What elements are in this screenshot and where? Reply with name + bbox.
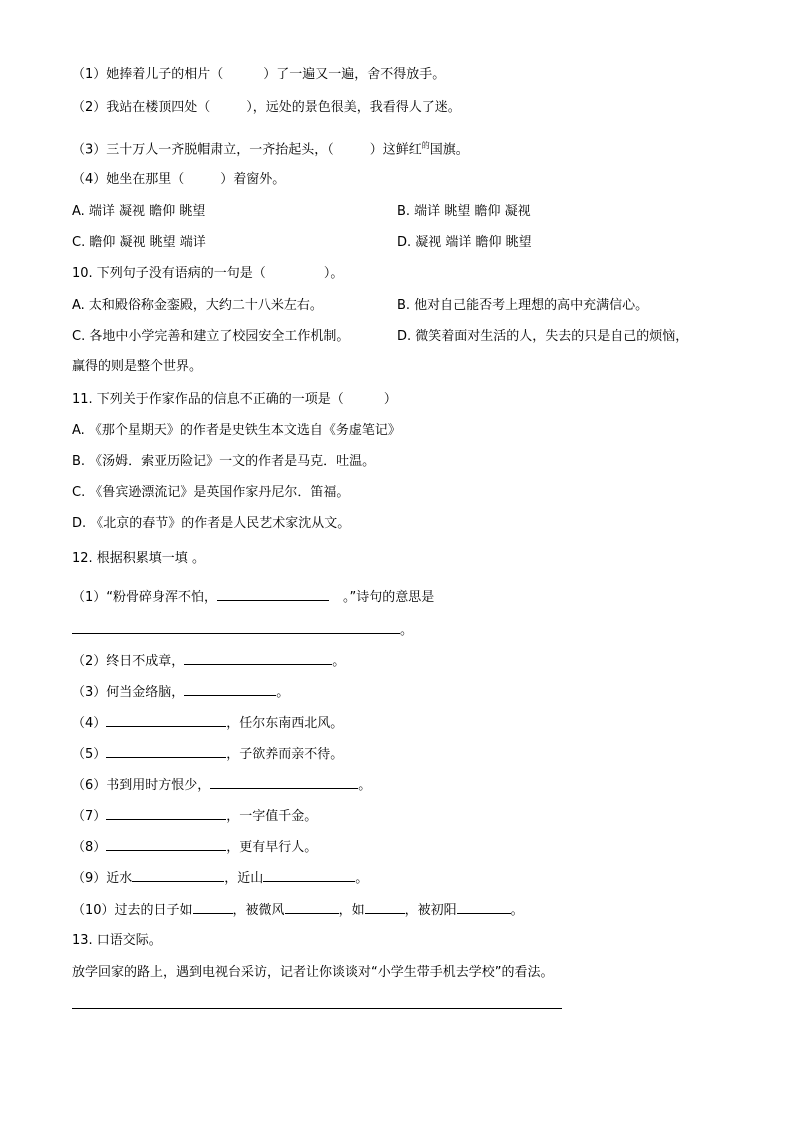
q12-i1-blank[interactable] bbox=[217, 587, 329, 601]
q9-option-c[interactable]: C. 瞻仰 凝视 眺望 端详 bbox=[72, 235, 206, 250]
q11-stem bbox=[72, 391, 397, 409]
q10-option-c[interactable]: C. 各地中小学完善和建立了校园安全工作机制。 bbox=[72, 329, 350, 344]
q12-i6-pre: （6）书到用时方恨少， bbox=[72, 778, 211, 793]
q9-s2-pre: （2）我站在楼顶四处（ bbox=[72, 100, 211, 115]
q9-option-d[interactable]: D. 凝视 端详 瞻仰 眺望 bbox=[397, 235, 532, 250]
q12-item-8 bbox=[72, 837, 317, 857]
q12-i7-post: ，一字值千金。 bbox=[226, 809, 318, 824]
q12-i7-blank[interactable] bbox=[106, 806, 226, 820]
q12-i9-part-a: （9）近水 bbox=[72, 871, 133, 886]
q12-i2-pre: （2）终日不成章， bbox=[72, 654, 185, 669]
q9-s1-post: ）了一遍又一遍，舍不得放手。 bbox=[263, 67, 446, 82]
q10-option-b[interactable]: B. 他对自己能否考上理想的高中充满信心。 bbox=[397, 298, 649, 313]
q9-sentence-4 bbox=[72, 171, 285, 189]
q12-item-3 bbox=[72, 682, 289, 702]
q12-i1-meaning-blank[interactable] bbox=[72, 620, 400, 634]
q13-prompt: 放学回家的路上，遇到电视台采访，记者让你谈谈对“小学生带手机去学校”的看法。 bbox=[72, 965, 554, 980]
q9-option-b[interactable]: B. 端详 眺望 瞻仰 凝视 bbox=[397, 204, 531, 219]
q9-s2-post: ），远处的景色很美，我看得人了迷。 bbox=[246, 100, 461, 115]
q12-item-4 bbox=[72, 713, 343, 733]
q12-i9-part-c: 。 bbox=[355, 871, 369, 886]
q10-option-d[interactable]: D. 微笑着面对生活的人，失去的只是自己的烦恼， bbox=[397, 329, 689, 344]
q12-i3-pre: （3）何当金络脑， bbox=[72, 685, 185, 700]
q12-i5-pre: （5） bbox=[72, 747, 107, 762]
q12-i10-part-b: ，被微风 bbox=[232, 903, 285, 918]
q12-i4-pre: （4） bbox=[72, 716, 107, 731]
q9-s1-pre: （1）她捧着儿子的相片（ bbox=[72, 67, 224, 82]
q12-item-2 bbox=[72, 651, 345, 671]
q12-i10-blank-2[interactable] bbox=[285, 900, 339, 914]
q12-i10-blank-1[interactable] bbox=[193, 900, 233, 914]
q9-s4-pre: （4）她坐在那里（ bbox=[72, 172, 185, 187]
q9-sentence-3 bbox=[72, 137, 469, 159]
q11-option-a[interactable]: A. 《那个星期天》的作者是史铁生本文选自《务虚笔记》 bbox=[72, 423, 401, 438]
q10-stem-pre: 10. 下列句子没有语病的一句是（ bbox=[72, 266, 266, 281]
q12-i9-part-b: ，近山 bbox=[224, 871, 264, 886]
q12-i8-blank[interactable] bbox=[106, 837, 226, 851]
q12-i1-end: 。 bbox=[400, 623, 414, 638]
q12-item-10 bbox=[72, 900, 524, 920]
q12-i4-blank[interactable] bbox=[106, 713, 226, 727]
q12-i1-pre: （1）“粉骨碎身浑不怕， bbox=[72, 590, 218, 605]
q9-option-a[interactable]: A. 端详 凝视 瞻仰 眺望 bbox=[72, 204, 206, 219]
q12-i5-blank[interactable] bbox=[106, 744, 226, 758]
q12-i8-post: ，更有早行人。 bbox=[226, 840, 318, 855]
q9-s3-post1: ）这鲜红 bbox=[369, 142, 422, 158]
q11-option-d[interactable]: D. 《北京的春节》的作者是人民艺术家沈从文。 bbox=[72, 516, 351, 531]
q12-i10-part-e: 。 bbox=[510, 903, 524, 918]
q12-i2-blank[interactable] bbox=[184, 651, 332, 665]
q12-item-6 bbox=[72, 775, 371, 795]
q9-s3-post2: 国旗。 bbox=[429, 142, 469, 158]
q12-i9-blank-1[interactable] bbox=[132, 868, 224, 882]
q10-stem bbox=[72, 265, 343, 283]
q9-s3-pre: （3）三十万人一齐脱帽肃立，一齐抬起头，（ bbox=[72, 142, 334, 158]
q12-i10-part-c: ，如 bbox=[338, 903, 365, 918]
q12-i10-blank-4[interactable] bbox=[457, 900, 511, 914]
q12-i3-post: 。 bbox=[276, 685, 290, 700]
q11-option-b[interactable]: B. 《汤姆．索亚历险记》一文的作者是马克．吐温。 bbox=[72, 454, 376, 469]
q9-s4-post: ）着窗外。 bbox=[220, 172, 286, 187]
q12-i10-part-d: ，被初阳 bbox=[404, 903, 457, 918]
q12-i7-pre: （7） bbox=[72, 809, 107, 824]
q12-item-7 bbox=[72, 806, 317, 826]
q9-sentence-2 bbox=[72, 99, 461, 117]
q12-item-1-meaning bbox=[72, 620, 413, 640]
q12-i5-post: ，子欲养而亲不待。 bbox=[226, 747, 344, 762]
q11-option-c[interactable]: C. 《鲁宾逊漂流记》是英国作家丹尼尔．笛福。 bbox=[72, 485, 350, 500]
q10-stem-post: ）。 bbox=[323, 266, 344, 281]
q12-i9-blank-2[interactable] bbox=[263, 868, 355, 882]
q12-stem: 12. 根据积累填一填 。 bbox=[72, 551, 205, 566]
q12-i3-blank[interactable] bbox=[184, 682, 276, 696]
q12-item-1 bbox=[72, 587, 434, 607]
q10-option-a[interactable]: A. 太和殿俗称金銮殿，大约二十八米左右。 bbox=[72, 298, 323, 313]
q12-i2-post: 。 bbox=[332, 654, 346, 669]
q9-s3-superscript: 的 bbox=[421, 141, 430, 150]
q11-stem-pre: 11. 下列关于作家作品的信息不正确的一项是（ bbox=[72, 392, 344, 407]
q9-sentence-1 bbox=[72, 66, 445, 84]
q12-i1-post: 。”诗句的意思是 bbox=[343, 590, 435, 605]
q10-option-d-continued: 赢得的则是整个世界。 bbox=[72, 359, 203, 374]
q12-i6-blank[interactable] bbox=[210, 775, 358, 789]
q12-i10-blank-3[interactable] bbox=[365, 900, 405, 914]
q13-answer-line[interactable] bbox=[72, 1008, 562, 1009]
q13-stem: 13. 口语交际。 bbox=[72, 933, 162, 948]
q12-i8-pre: （8） bbox=[72, 840, 107, 855]
q12-item-5 bbox=[72, 744, 343, 764]
q11-stem-post: ） bbox=[383, 392, 397, 407]
q12-item-9 bbox=[72, 868, 368, 888]
q12-i6-post: 。 bbox=[358, 778, 372, 793]
q12-i10-part-a: （10）过去的日子如 bbox=[72, 903, 193, 918]
q12-i4-post: ，任尔东南西北风。 bbox=[226, 716, 344, 731]
